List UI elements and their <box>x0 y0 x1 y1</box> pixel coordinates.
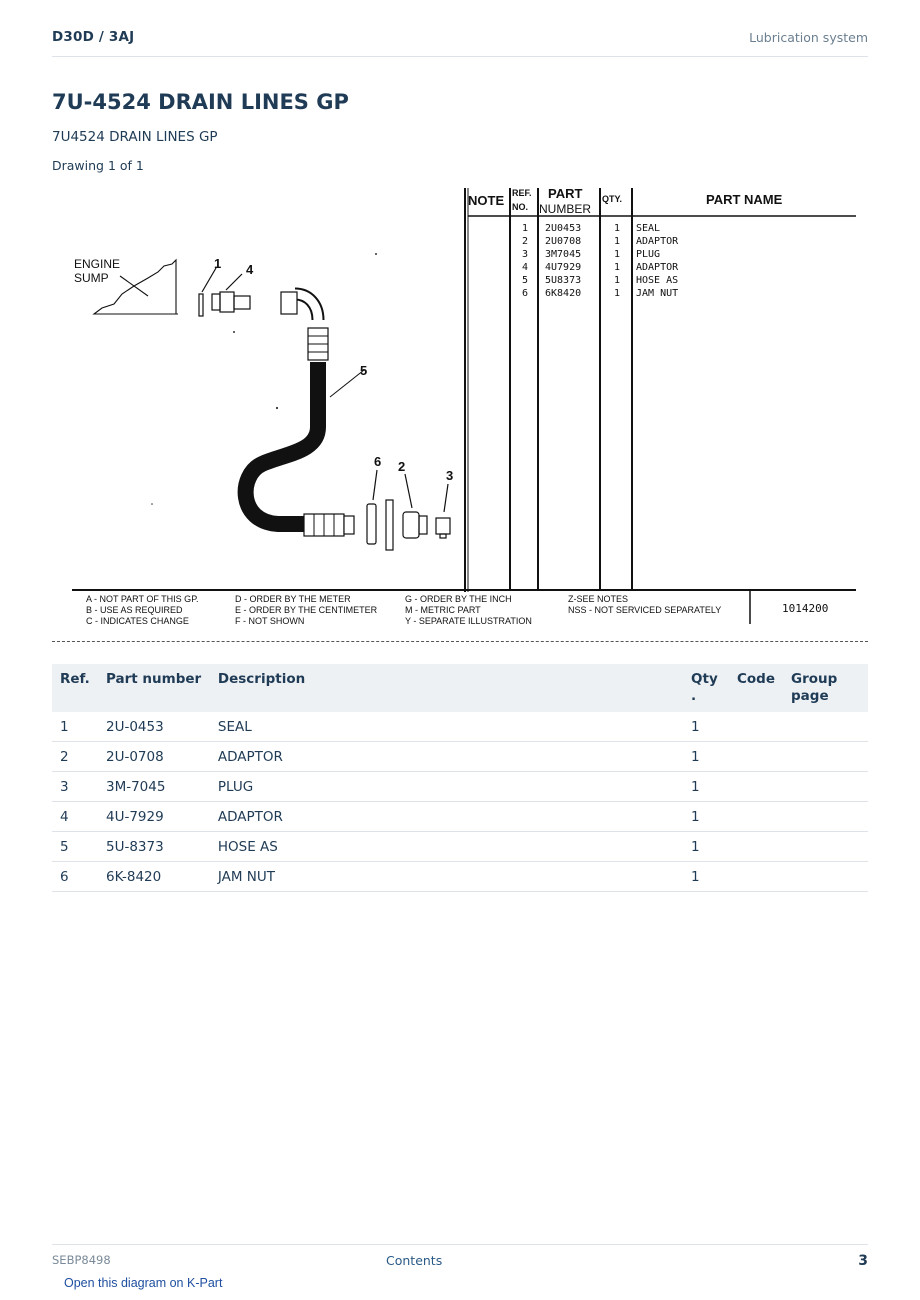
parts-diagram <box>52 182 868 634</box>
cell-part-number: 2U-0708 <box>98 742 210 772</box>
seal-part <box>199 268 216 316</box>
cell-description: SEAL <box>210 712 683 742</box>
drawing-row-2-ref: 2 <box>522 236 529 247</box>
cell-qty: 1 <box>683 772 729 802</box>
header-note: NOTE <box>468 193 505 208</box>
drawing-row-5-part: 5U8373 <box>545 275 582 286</box>
cell-qty: 1 <box>683 742 729 772</box>
col-header-part-number: Part number <box>98 664 210 712</box>
col-header-group-line-1: Group <box>791 671 838 687</box>
col-header-group-line-2: page <box>791 688 829 704</box>
col-header-qty-line-2: . <box>691 688 697 704</box>
legend-b: B - USE AS REQUIRED <box>86 605 183 615</box>
legend-a: A - NOT PART OF THIS GP. <box>86 594 199 604</box>
callout-5: 5 <box>360 363 368 378</box>
cell-code <box>729 772 783 802</box>
cell-qty: 1 <box>683 832 729 862</box>
cell-part-number: 3M-7045 <box>98 772 210 802</box>
page-footer <box>52 1244 868 1273</box>
legend-e: E - ORDER BY THE CENTIMETER <box>235 605 378 615</box>
cell-part-number: 4U-7929 <box>98 802 210 832</box>
drawing-row-1-part: 2U0453 <box>545 223 582 234</box>
page-title: 7U-4524 DRAIN LINES GP <box>52 90 349 114</box>
drawing-row-4-ref: 4 <box>522 262 529 273</box>
col-header-qty <box>683 664 729 712</box>
table-row <box>52 862 868 892</box>
cell-code <box>729 862 783 892</box>
drawing-row-5-name: HOSE AS <box>636 275 679 286</box>
header-part-line-2: NUMBER <box>539 202 592 216</box>
drawing-row-1-ref: 1 <box>522 223 529 234</box>
callout-4: 4 <box>246 262 254 277</box>
callout-1: 1 <box>214 256 222 271</box>
cell-ref: 3 <box>52 772 98 802</box>
legend-nss: NSS - NOT SERVICED SEPARATELY <box>568 605 722 615</box>
drawing-row-3-ref: 3 <box>522 249 529 260</box>
dashed-divider <box>52 641 868 642</box>
cell-ref: 5 <box>52 832 98 862</box>
drawing-row-3-part: 3M7045 <box>545 249 582 260</box>
header-ref-line-1: REF. <box>512 188 532 198</box>
cell-code <box>729 712 783 742</box>
cell-group-page <box>783 712 868 742</box>
legend-c: C - INDICATES CHANGE <box>86 616 189 626</box>
callout-2: 2 <box>398 459 406 474</box>
table-row <box>52 772 868 802</box>
col-header-code: Code <box>729 664 783 712</box>
section-label: Lubrication system <box>749 30 868 45</box>
cell-part-number: 2U-0453 <box>98 712 210 742</box>
col-header-description: Description <box>210 664 683 712</box>
header-part-line-1: PART <box>548 186 583 201</box>
cell-description: PLUG <box>210 772 683 802</box>
drawing-row-6-qty: 1 <box>614 288 621 299</box>
legend-d: D - ORDER BY THE METER <box>235 594 351 604</box>
table-row <box>52 712 868 742</box>
parts-table-header <box>52 664 868 712</box>
drawing-row-4-part: 4U7929 <box>545 262 582 273</box>
cell-code <box>729 802 783 832</box>
cell-group-page <box>783 802 868 832</box>
header-qty: QTY. <box>602 194 623 204</box>
cell-qty: 1 <box>683 802 729 832</box>
cell-qty: 1 <box>683 712 729 742</box>
callout-6: 6 <box>374 454 382 469</box>
cell-ref: 4 <box>52 802 98 832</box>
drawing-parts-table-lines <box>72 188 856 624</box>
table-row <box>52 802 868 832</box>
header-ref-line-2: NO. <box>512 202 529 212</box>
table-row <box>52 742 868 772</box>
adaptor-part <box>212 274 250 312</box>
col-header-ref: Ref. <box>52 664 98 712</box>
parts-diagram-svg <box>52 182 868 634</box>
cell-description: HOSE AS <box>210 832 683 862</box>
col-header-qty-line-1: Qty <box>691 671 718 687</box>
legend-g: G - ORDER BY THE INCH <box>405 594 512 604</box>
drawing-row-3-qty: 1 <box>614 249 621 260</box>
drawing-row-5-qty: 1 <box>614 275 621 286</box>
legend-f: F - NOT SHOWN <box>235 616 305 626</box>
cell-description: ADAPTOR <box>210 802 683 832</box>
cell-code <box>729 832 783 862</box>
page-number: 3 <box>858 1253 868 1269</box>
drawing-legend <box>86 594 828 626</box>
drawing-row-4-qty: 1 <box>614 262 621 273</box>
drawing-number: 1014200 <box>782 602 829 615</box>
page-subtitle: 7U4524 DRAIN LINES GP <box>52 129 218 145</box>
drawing-row-1-qty: 1 <box>614 223 621 234</box>
drawing-caption: Drawing 1 of 1 <box>52 158 144 173</box>
hose-part <box>246 292 364 536</box>
page-header <box>52 28 868 57</box>
fittings-parts <box>367 470 450 550</box>
table-row <box>52 832 868 862</box>
drawing-row-6-part: 6K8420 <box>545 288 582 299</box>
drawing-row-4-name: ADAPTOR <box>636 262 679 273</box>
model-label: D30D / 3AJ <box>52 29 135 45</box>
cell-part-number: 5U-8373 <box>98 832 210 862</box>
cell-qty: 1 <box>683 862 729 892</box>
cell-group-page <box>783 832 868 862</box>
drawing-row-6-name: JAM NUT <box>636 288 679 299</box>
cell-group-page <box>783 862 868 892</box>
col-header-group-page <box>783 664 868 712</box>
drawing-row-1-name: SEAL <box>636 223 661 234</box>
drawing-row-5-ref: 5 <box>522 275 529 286</box>
cell-ref: 6 <box>52 862 98 892</box>
engine-label-line-1: ENGINE <box>74 257 121 271</box>
cell-ref: 2 <box>52 742 98 772</box>
parts-table <box>52 664 868 892</box>
legend-z: Z-SEE NOTES <box>568 594 629 604</box>
drawing-row-6-ref: 6 <box>522 288 529 299</box>
cell-ref: 1 <box>52 712 98 742</box>
cell-group-page <box>783 772 868 802</box>
header-part-name: PART NAME <box>706 192 783 207</box>
drawing-row-3-name: PLUG <box>636 249 661 260</box>
cell-code <box>729 742 783 772</box>
contents-link[interactable]: Contents <box>386 1253 443 1268</box>
document-id: SEBP8498 <box>52 1253 111 1267</box>
drawing-row-2-name: ADAPTOR <box>636 236 679 247</box>
drawing-row-2-qty: 1 <box>614 236 621 247</box>
cell-description: ADAPTOR <box>210 742 683 772</box>
legend-y: Y - SEPARATE ILLUSTRATION <box>405 616 532 626</box>
open-kpart-link[interactable]: Open this diagram on K-Part <box>64 1276 223 1290</box>
cell-group-page <box>783 742 868 772</box>
callout-3: 3 <box>446 468 454 483</box>
drawing-row-2-part: 2U0708 <box>545 236 582 247</box>
legend-m: M - METRIC PART <box>405 605 481 615</box>
cell-description: JAM NUT <box>210 862 683 892</box>
engine-label-line-2: SUMP <box>74 271 109 285</box>
cell-part-number: 6K-8420 <box>98 862 210 892</box>
